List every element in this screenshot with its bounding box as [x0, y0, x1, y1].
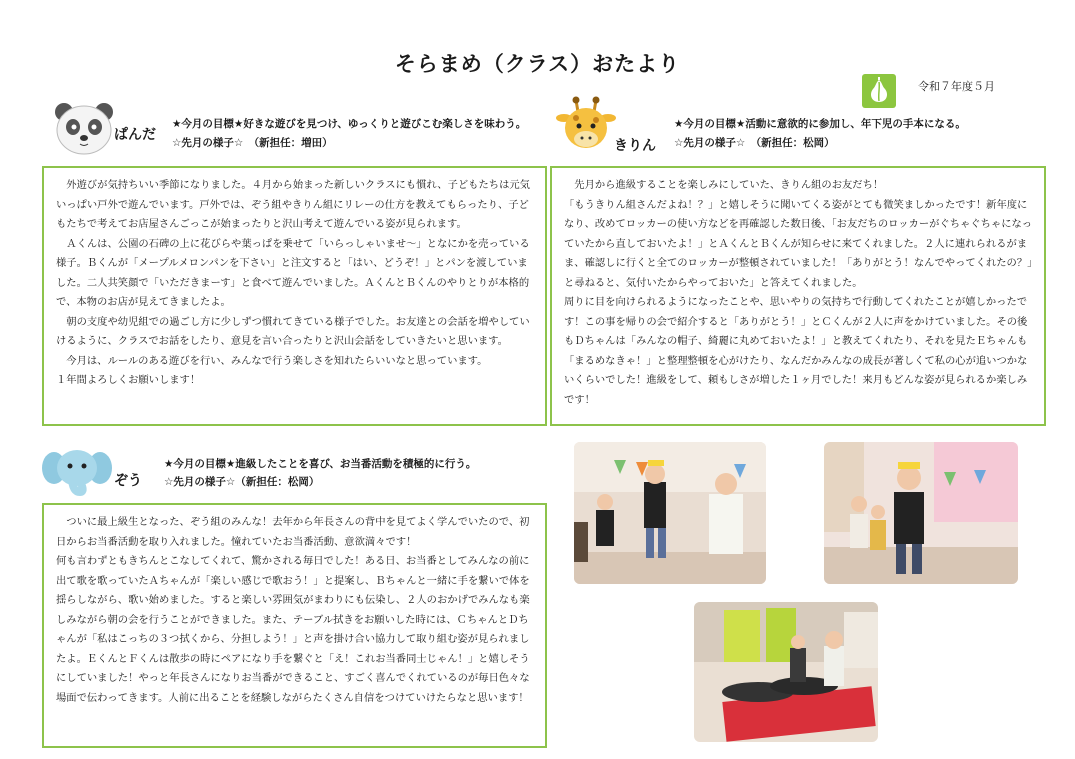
giraffe-paragraph: 先月から進級することを楽しみにしていた、きりん組のお友だち！	[564, 179, 884, 191]
issue-date: 令和７年度５月	[918, 80, 995, 93]
panda-monthly-goal: ★今月の目標★好きな遊びを見つけ、ゆっくりと遊びこむ楽しさを味わう。	[172, 118, 527, 130]
panda-face-icon	[52, 100, 116, 156]
elephant-face-icon	[42, 446, 112, 496]
panda-paragraph: 今月は、ルールのある遊びを行い、みんなで行う楽しさを知れたらいいなと思っています。	[56, 354, 488, 367]
panda-paragraph: １年間よろしくお願いします！	[56, 374, 201, 386]
panda-paragraph: 朝の支度や幼児組での過ごし方に少しずつ慣れてきている様子でした。お友達との会話を増やしていけるように、クラスでお話をしたり、意見を言い合ったりと沢山会話をしていきたいと思います。	[56, 315, 530, 347]
elephant-class-label: ぞう	[114, 473, 142, 489]
giraffe-paragraph: 「もうきりん組さんだよね！？」と嬉しそうに聞いてくる姿がとても微笑ましかったです！新年度になり、改めてロッカーの使い方などを再確認した数日後、「お友だちのロッカーがぐちゃぐちゃになっていたから直しておいたよ！」とＡくんとＢくんが知らせに来てくれました。２人に連れられるがまま、確認しに行くと全てのロッカーが整頓されていました！「ありがとう！なんでやってくれたの？」と尋ねると、気付いたからやっておいた」と答えてくれました。	[564, 198, 1033, 289]
elephant-teacher-line: ☆先月の様子☆（新担任：松岡）	[164, 476, 320, 488]
classroom-photo	[824, 442, 1018, 584]
giraffe-class-label: きりん	[614, 138, 656, 154]
classroom-photo	[694, 602, 878, 742]
elephant-report-box	[42, 503, 547, 748]
panda-teacher-line: ☆先月の様子☆ （新担任：増田）	[172, 137, 333, 149]
giraffe-face-icon	[556, 96, 616, 158]
giraffe-monthly-goal: ★今月の目標★活動に意欲的に参加し、年下児の手本になる。	[674, 118, 966, 130]
panda-paragraph: 外遊びが気持ちいい季節になりました。４月から始まった新しいクラスにも慣れ、子どもたちは元気いっぱい戸外で遊んでいます。戸外では、ぞう組やきりん組にリレーの仕方を教えてもらったり、子どもたちで考えてお店屋さんごっこが始まったりと沢山考えて遊んでいる姿が見られます。	[56, 179, 530, 230]
elephant-paragraph: ついに最上級生となった、ぞう組のみんな！去年から年長さんの背中を見てよく学んでいたので、初日からお当番活動を取り入れました。憧れていたお当番活動、意欲満々です！	[56, 516, 530, 548]
panda-class-label: ぱんだ	[114, 127, 156, 143]
bean-leaf-icon	[862, 74, 896, 108]
elephant-paragraph: 何も言わずともきちんとこなしてくれて、驚かされる毎日でした！ある日、お当番としてみんなの前に出て歌を歌っていたＡちゃんが「楽しい感じで歌おう！」と提案し、Ｂちゃんと一緒に手を繋いで体を揺らしながら、歌い始めました。すると楽しい雰囲気がまわりにも伝染し、２人のおかげでみんなも楽しみながら朝の会を行うことができました。また、テーブル拭きをお願いした時には、ＣちゃんとＤちゃんが「私はこっちの３つ拭くから、分担しよう！」と声を掛け合い協力して取り組む姿が見られましたよ。ＥくんとＦくんは散歩の時にペアになり手を繋ぐと「え！これお当番同士じゃん！」と嬉しそうにしていました！やっと年長さんになりお当番ができること、すごく喜んでくれているのが毎日色々な場面で伝わってきます。人前に出ることを経験しながらたくさん自信をつけていけたらなと思います！	[56, 555, 530, 704]
giraffe-paragraph: 周りに目を向けられるようになったことや、思いやりの気持ちで行動してくれたことが嬉しかったです！この事を帰りの会で紹介すると「ありがとう！」とＣくんが２人に声をかけていました。その後もＤちゃんは「みんなの帽子、綺麗に丸めておいたよ！」と教えてくれたり、それを見たＥちゃんも「まるめなきゃ！」と整理整頓を心がけたり、なんだかみんなの成長が著しくて私の心が追いつかないくらいでした！進級をして、頼もしさが増した１ヶ月でした！来月もどんな姿が見られるか楽しみです！	[564, 296, 1028, 406]
page-title: そらまめ（クラス）おたより	[394, 52, 681, 76]
panda-report-box	[42, 166, 547, 426]
giraffe-teacher-line: ☆先月の様子☆ （新担任：松岡）	[674, 137, 835, 149]
panda-paragraph: Ａくんは、公園の石碑の上に花びらや葉っぱを乗せて「いらっしゃいませ～」となにかを売っている様子。Ｂくんが「メープルメロンパンを下さい」と注文すると「はい、どうぞ！」とパンを渡していました。二人共笑顔で「いただきまーす」と食べて遊んでいました。ＡくんとＢくんのやりとりが本格的で、本物のお店が見えてきましたよ。	[56, 237, 530, 308]
giraffe-report-box	[550, 166, 1046, 426]
elephant-monthly-goal: ★今月の目標★進級したことを喜び、お当番活動を積極的に行う。	[164, 458, 477, 470]
classroom-photo	[574, 442, 766, 584]
